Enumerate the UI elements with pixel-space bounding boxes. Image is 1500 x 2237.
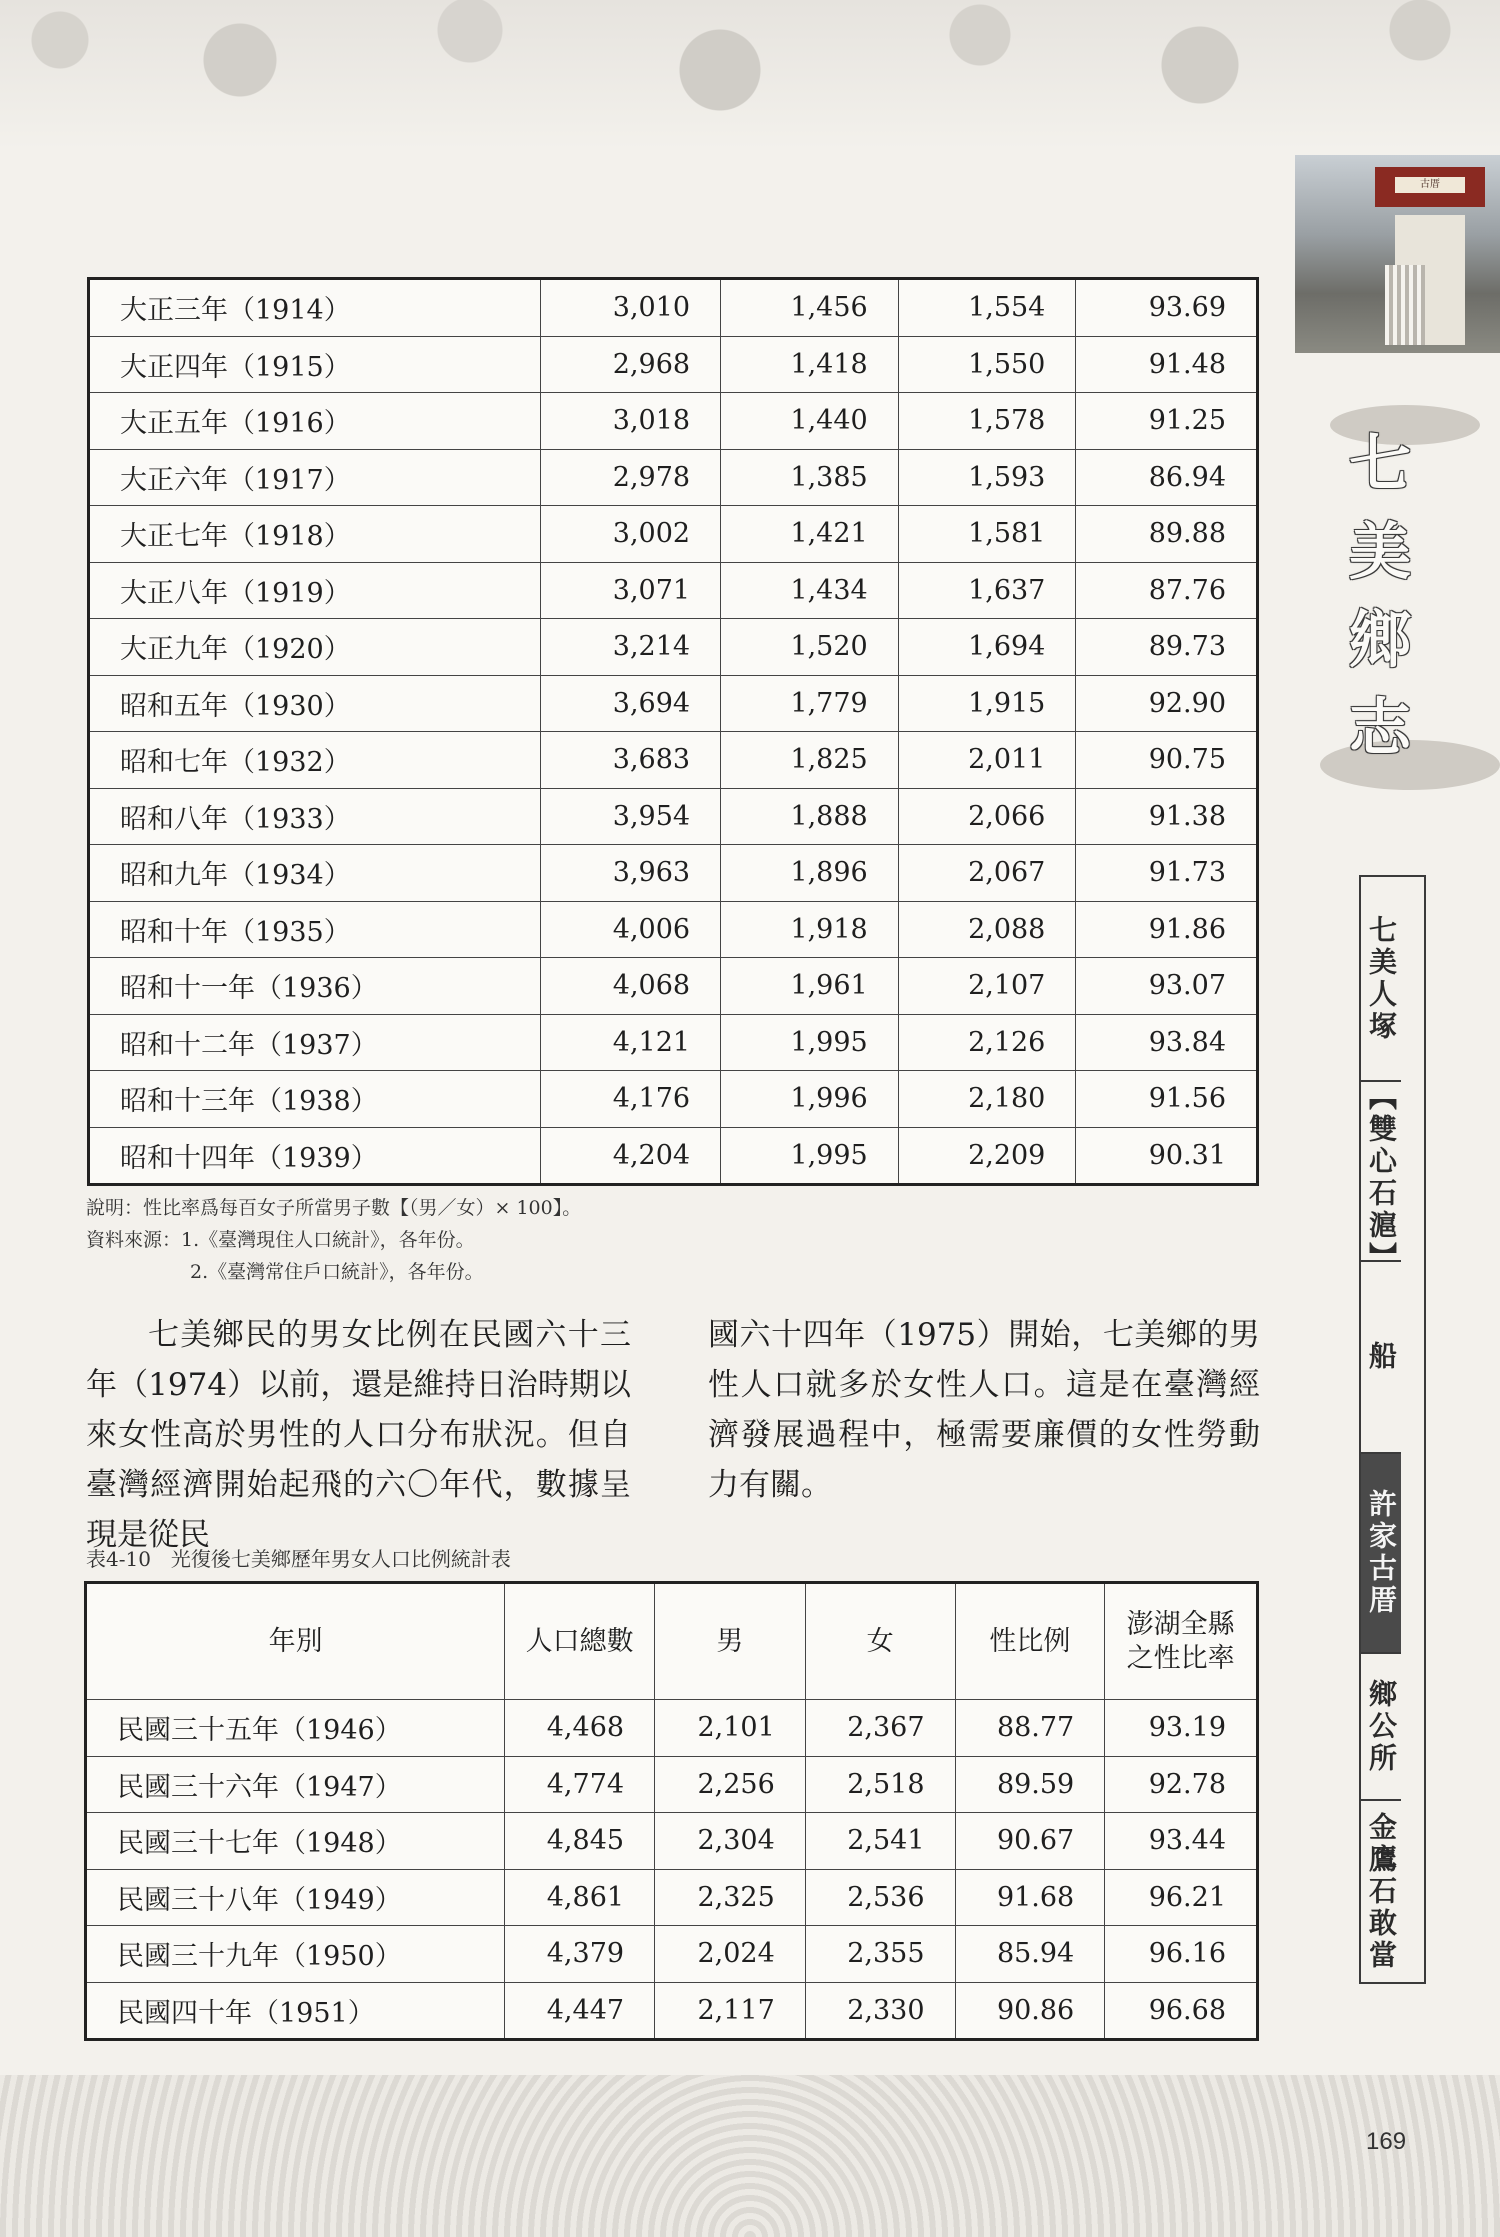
year-cell: 大正三年（1914） [89,279,541,337]
value-cell: 91.38 [1076,788,1258,845]
value-cell: 4,861 [505,1869,655,1926]
tab-twin-heart-weir[interactable]: 【雙心石滬】 [1361,1082,1401,1262]
value-cell: 96.21 [1105,1869,1258,1926]
value-cell: 4,774 [505,1756,655,1813]
table-row [89,675,1258,732]
year-cell: 民國三十五年（1946） [86,1700,505,1757]
value-cell: 4,006 [541,901,721,958]
value-cell: 2,088 [898,901,1076,958]
population-table-japanese-era [87,277,1259,1186]
value-cell: 2,968 [541,336,721,393]
value-cell: 1,918 [721,901,899,958]
value-cell: 93.19 [1105,1700,1258,1757]
value-cell: 91.86 [1076,901,1258,958]
note-source-2: 2.《臺灣常住戶口統計》，各年份。 [190,1261,484,1283]
value-cell: 88.77 [955,1700,1105,1757]
table-row [89,732,1258,789]
value-cell: 1,421 [721,506,899,563]
page-number: 169 [1366,2128,1407,2155]
year-cell: 大正七年（1918） [89,506,541,563]
year-cell: 大正九年（1920） [89,619,541,676]
table-row [89,449,1258,506]
value-cell: 91.48 [1076,336,1258,393]
value-cell: 92.90 [1076,675,1258,732]
value-cell: 2,367 [805,1700,955,1757]
value-cell: 1,456 [721,279,899,337]
value-cell: 2,518 [805,1756,955,1813]
year-cell: 民國三十六年（1947） [86,1756,505,1813]
value-cell: 2,355 [805,1926,955,1983]
value-cell: 1,779 [721,675,899,732]
value-cell: 1,995 [721,1127,899,1185]
value-cell: 2,126 [898,1014,1076,1071]
year-cell: 昭和十年（1935） [89,901,541,958]
table-row [86,1756,1258,1813]
header-sex-ratio: 性比例 [955,1583,1105,1700]
value-cell: 1,385 [721,449,899,506]
tab-xu-house[interactable]: 許家古厝 [1361,1454,1401,1654]
year-cell: 昭和九年（1934） [89,845,541,902]
value-cell: 1,520 [721,619,899,676]
value-cell: 3,963 [541,845,721,902]
year-cell: 民國三十七年（1948） [86,1813,505,1870]
value-cell: 4,447 [505,1982,655,2040]
value-cell: 4,468 [505,1700,655,1757]
value-cell: 3,683 [541,732,721,789]
value-cell: 91.68 [955,1869,1105,1926]
value-cell: 2,325 [655,1869,806,1926]
value-cell: 2,107 [898,958,1076,1015]
value-cell: 4,379 [505,1926,655,1983]
table-row [89,562,1258,619]
population-table-postwar [84,1581,1259,2041]
value-cell: 1,995 [721,1014,899,1071]
value-cell: 1,593 [898,449,1076,506]
value-cell: 1,554 [898,279,1076,337]
header-male: 男 [655,1583,806,1700]
year-cell: 大正四年（1915） [89,336,541,393]
value-cell: 3,954 [541,788,721,845]
note-source-1: 資料來源：1.《臺灣現住人口統計》，各年份。 [86,1229,475,1251]
value-cell: 3,018 [541,393,721,450]
value-cell: 93.69 [1076,279,1258,337]
value-cell: 90.67 [955,1813,1105,1870]
value-cell: 2,117 [655,1982,806,2040]
value-cell: 86.94 [1076,449,1258,506]
value-cell: 1,961 [721,958,899,1015]
value-cell: 2,541 [805,1813,955,1870]
paragraph-column-2: 國六十四年（1975）開始，七美鄉的男性人口就多於女性人口。這是在臺灣經濟發展過程中，極需要廉價的女性勞動力有關。 [708,1317,1260,1503]
photo-gate [1385,265,1425,345]
photo-sign: 古厝 [1395,177,1465,193]
value-cell: 89.73 [1076,619,1258,676]
value-cell: 1,896 [721,845,899,902]
book-title: 七美鄉志 [1348,427,1411,764]
value-cell: 3,010 [541,279,721,337]
header-female: 女 [805,1583,955,1700]
value-cell: 91.73 [1076,845,1258,902]
value-cell: 1,637 [898,562,1076,619]
value-cell: 2,256 [655,1756,806,1813]
header-total: 人口總數 [505,1583,655,1700]
year-cell: 昭和五年（1930） [89,675,541,732]
table-header-row [86,1583,1258,1700]
paragraph-column-1: 七美鄉民的男女比例在民國六十三年（1974）以前，還是維持日治時期以來女性高於男性的人口分布狀況。但自臺灣經濟開始起飛的六〇年代，數據呈現是從民 [86,1317,631,1553]
value-cell: 3,071 [541,562,721,619]
value-cell: 2,536 [805,1869,955,1926]
table-row [89,1014,1258,1071]
value-cell: 3,214 [541,619,721,676]
table-row [86,1926,1258,1983]
value-cell: 93.07 [1076,958,1258,1015]
value-cell: 93.84 [1076,1014,1258,1071]
year-cell: 大正八年（1919） [89,562,541,619]
table-row [89,958,1258,1015]
table-row [86,1869,1258,1926]
decorative-cloud-header [0,0,1500,150]
value-cell: 2,304 [655,1813,806,1870]
header-year: 年別 [86,1583,505,1700]
value-cell: 4,204 [541,1127,721,1185]
tab-township-office[interactable]: 鄉公所 [1361,1654,1401,1801]
value-cell: 93.44 [1105,1813,1258,1870]
value-cell: 92.78 [1105,1756,1258,1813]
value-cell: 2,330 [805,1982,955,2040]
value-cell: 91.25 [1076,393,1258,450]
table-row [89,1127,1258,1185]
table-caption: 表4-10 光復後七美鄉歷年男女人口比例統計表 [86,1547,511,1571]
value-cell: 2,180 [898,1071,1076,1128]
table-row [89,788,1258,845]
year-cell: 昭和十三年（1938） [89,1071,541,1128]
value-cell: 3,694 [541,675,721,732]
value-cell: 1,440 [721,393,899,450]
table-row [89,845,1258,902]
value-cell: 90.75 [1076,732,1258,789]
value-cell: 3,002 [541,506,721,563]
year-cell: 民國四十年（1951） [86,1982,505,2040]
year-cell: 民國三十九年（1950） [86,1926,505,1983]
value-cell: 87.76 [1076,562,1258,619]
table-row [86,1813,1258,1870]
value-cell: 1,578 [898,393,1076,450]
table-row [89,901,1258,958]
value-cell: 89.88 [1076,506,1258,563]
table-row [89,279,1258,337]
tab-qimei-tomb[interactable]: 七美人塚 [1361,877,1401,1082]
table-row [86,1982,1258,2040]
value-cell: 1,996 [721,1071,899,1128]
tab-eagle-stone[interactable]: 金鷹石敢當 [1365,1811,1398,1972]
year-cell: 昭和十一年（1936） [89,958,541,1015]
table-row [86,1700,1258,1757]
table-row [89,506,1258,563]
value-cell: 91.56 [1076,1071,1258,1128]
value-cell: 2,011 [898,732,1076,789]
tab-boat[interactable]: 船 [1361,1262,1401,1454]
value-cell: 90.86 [955,1982,1105,2040]
value-cell: 4,121 [541,1014,721,1071]
table-row [89,336,1258,393]
value-cell: 2,024 [655,1926,806,1983]
table-row [89,393,1258,450]
value-cell: 1,418 [721,336,899,393]
value-cell: 1,550 [898,336,1076,393]
value-cell: 1,434 [721,562,899,619]
value-cell: 1,581 [898,506,1076,563]
value-cell: 4,068 [541,958,721,1015]
year-cell: 昭和七年（1932） [89,732,541,789]
value-cell: 2,066 [898,788,1076,845]
value-cell: 90.31 [1076,1127,1258,1185]
year-cell: 昭和八年（1933） [89,788,541,845]
value-cell: 85.94 [955,1926,1105,1983]
year-cell: 民國三十八年（1949） [86,1869,505,1926]
value-cell: 2,067 [898,845,1076,902]
table-row [89,1071,1258,1128]
value-cell: 1,888 [721,788,899,845]
value-cell: 1,694 [898,619,1076,676]
value-cell: 96.16 [1105,1926,1258,1983]
year-cell: 大正六年（1917） [89,449,541,506]
value-cell: 1,825 [721,732,899,789]
note-sex-ratio: 說明：性比率爲每百女子所當男子數【（男／女）× 100】。 [86,1197,582,1219]
value-cell: 1,915 [898,675,1076,732]
chapter-tabs [1359,875,1426,1984]
header-penghu-ratio: 澎湖全縣之性比率 [1105,1583,1258,1700]
year-cell: 大正五年（1916） [89,393,541,450]
table-row [89,619,1258,676]
value-cell: 2,209 [898,1127,1076,1185]
value-cell: 4,845 [505,1813,655,1870]
value-cell: 89.59 [955,1756,1105,1813]
value-cell: 96.68 [1105,1982,1258,2040]
value-cell: 2,978 [541,449,721,506]
value-cell: 4,176 [541,1071,721,1128]
decorative-wave-footer [0,2075,1500,2237]
year-cell: 昭和十二年（1937） [89,1014,541,1071]
value-cell: 2,101 [655,1700,806,1757]
year-cell: 昭和十四年（1939） [89,1127,541,1185]
house-photo [1295,155,1500,353]
